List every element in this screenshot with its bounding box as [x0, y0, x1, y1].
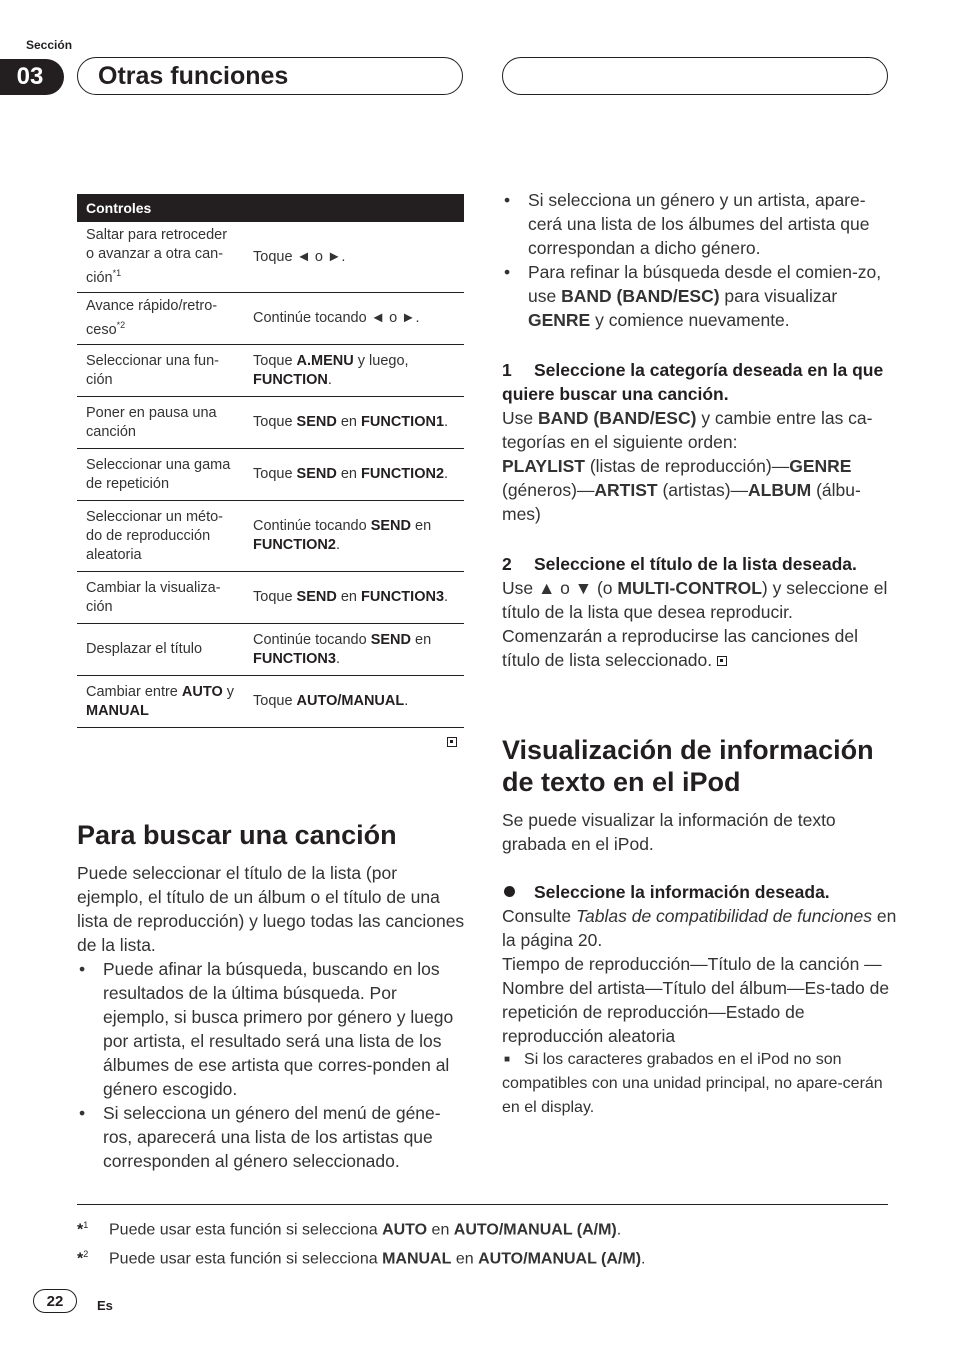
- table-row: [77, 624, 464, 676]
- table-row: [77, 501, 464, 572]
- language-code: Es: [97, 1298, 113, 1313]
- search-section-heading: Para buscar una canción: [77, 820, 397, 850]
- ipod-note: ■ Si los caracteres grabados en el iPod no son compatibles con una unidad principal, no apare-cerán en el display.: [502, 1048, 897, 1120]
- step-1-title: 1 Seleccione la categoría deseada en la que quiere buscar una canción.: [502, 360, 884, 404]
- control-name: Poner en pausa una canción: [86, 404, 217, 440]
- controls-table: [77, 194, 464, 728]
- table-row: [77, 676, 464, 728]
- end-of-section-mark: [717, 656, 727, 666]
- control-name: Desplazar el título: [86, 641, 203, 657]
- step-1-text: Use BAND (BAND/ESC) y cambie entre las ca-tegorías en el siguiente orden:: [502, 408, 873, 452]
- display-sequence: Tiempo de reproducción—Título de la canción —Nombre del artista—Título del álbum—Es-tado de repetición de reproducción—Estado de reproducción aleatoria: [502, 954, 890, 1046]
- step-2-title: 2 Seleccione el título de la lista deseada.: [502, 554, 857, 574]
- table-row: [77, 449, 464, 501]
- control-action: Toque ◄ o ►.: [253, 248, 346, 265]
- control-name: Seleccionar una fun-ción: [86, 352, 219, 388]
- control-action: Toque SEND en FUNCTION1.: [253, 414, 449, 430]
- control-action: Continúe tocando ◄ o ►.: [253, 310, 420, 326]
- control-name: Cambiar la visualiza-ción: [86, 579, 221, 615]
- footnote-1: *$^1$ Puede usar esta función si selecciona AUTO en AUTO/MANUAL (A/M).: [77, 1220, 622, 1239]
- search-bullet-4: • Para refinar la búsqueda desde el comien-zo, use BAND (BAND/ESC) para visualizar GENRE y comience nuevamente.: [502, 260, 892, 332]
- category-order: PLAYLIST (listas de reproducción)—GENRE (géneros)—ARTIST (artistas)—ALBUM (álbu-mes): [502, 456, 861, 524]
- control-action: Toque A.MENU y luego, FUNCTION.: [253, 352, 409, 388]
- table-row: [77, 222, 464, 293]
- search-bullet-2: • Si selecciona un género del menú de géne-ros, aparecerá una lista de los artistas que corresponden al género seleccionado.: [77, 1101, 467, 1173]
- ipod-step-title: Seleccione la información deseada.: [502, 880, 897, 904]
- control-name: Saltar para retroceder o avanzar a otra can-ción$^{*1}$: [86, 227, 228, 286]
- page-number: 22: [33, 1289, 77, 1313]
- section-label: Sección: [26, 38, 73, 52]
- end-of-section-mark: [447, 733, 457, 751]
- search-bullet-3: • Si selecciona un género y un artista, apare-cerá una lista de los álbumes del artista que correspondan a dicho género.: [502, 188, 892, 260]
- step-2-text: Use ▲ o ▼ (o MULTI-CONTROL) y seleccione el título de la lista que desea reproducir. Comenzarán a reproducirse las canciones del título de lista seleccionado.: [502, 578, 888, 670]
- control-action: Continúe tocando SEND en FUNCTION2.: [253, 518, 432, 553]
- footnote-2: *$^2$ Puede usar esta función si selecciona MANUAL en AUTO/MANUAL (A/M).: [77, 1249, 646, 1268]
- ipod-intro: Se puede visualizar la información de texto grabada en el iPod.: [502, 810, 836, 854]
- control-action: Continúe tocando SEND en FUNCTION3.: [253, 631, 432, 667]
- table-row: [77, 293, 464, 345]
- control-action: Toque SEND en FUNCTION3.: [253, 589, 449, 605]
- ipod-section-heading: Visualización de información de texto en el iPod: [502, 735, 874, 797]
- control-action: Toque SEND en FUNCTION2.: [253, 466, 449, 482]
- table-row: [77, 397, 464, 449]
- consult-reference: Consulte Tablas de compatibilidad de funciones en la página 20.: [502, 906, 897, 950]
- search-intro: Puede seleccionar el título de la lista (por ejemplo, el título de un álbum o el título de una lista de reproducción) y luego todas las canciones de la lista.: [77, 863, 465, 955]
- section-number-tab: 03: [0, 59, 64, 95]
- control-name: Avance rápido/retro-ceso$^{*2}$: [86, 298, 218, 338]
- footnote-rule: [77, 1204, 888, 1205]
- control-name: Seleccionar un méto-do de reproducción aleatoria: [86, 508, 224, 563]
- section-title: Otras funciones: [77, 57, 463, 95]
- empty-title-pill: [502, 57, 888, 95]
- table-header: Controles: [77, 194, 464, 222]
- table-row: [77, 345, 464, 397]
- control-name: Cambiar entre AUTO y MANUAL: [86, 683, 235, 719]
- search-bullet-1: • Puede afinar la búsqueda, buscando en los resultados de la última búsqueda. Por ejemplo, si busca primero por género y luego por artista, el resultado será una lista de los álbumes de ese artista que corres-ponden al género escogido.: [77, 957, 467, 1101]
- control-action: Toque AUTO/MANUAL.: [253, 693, 409, 709]
- table-row: [77, 572, 464, 624]
- control-name: Seleccionar una gama de repetición: [86, 456, 231, 492]
